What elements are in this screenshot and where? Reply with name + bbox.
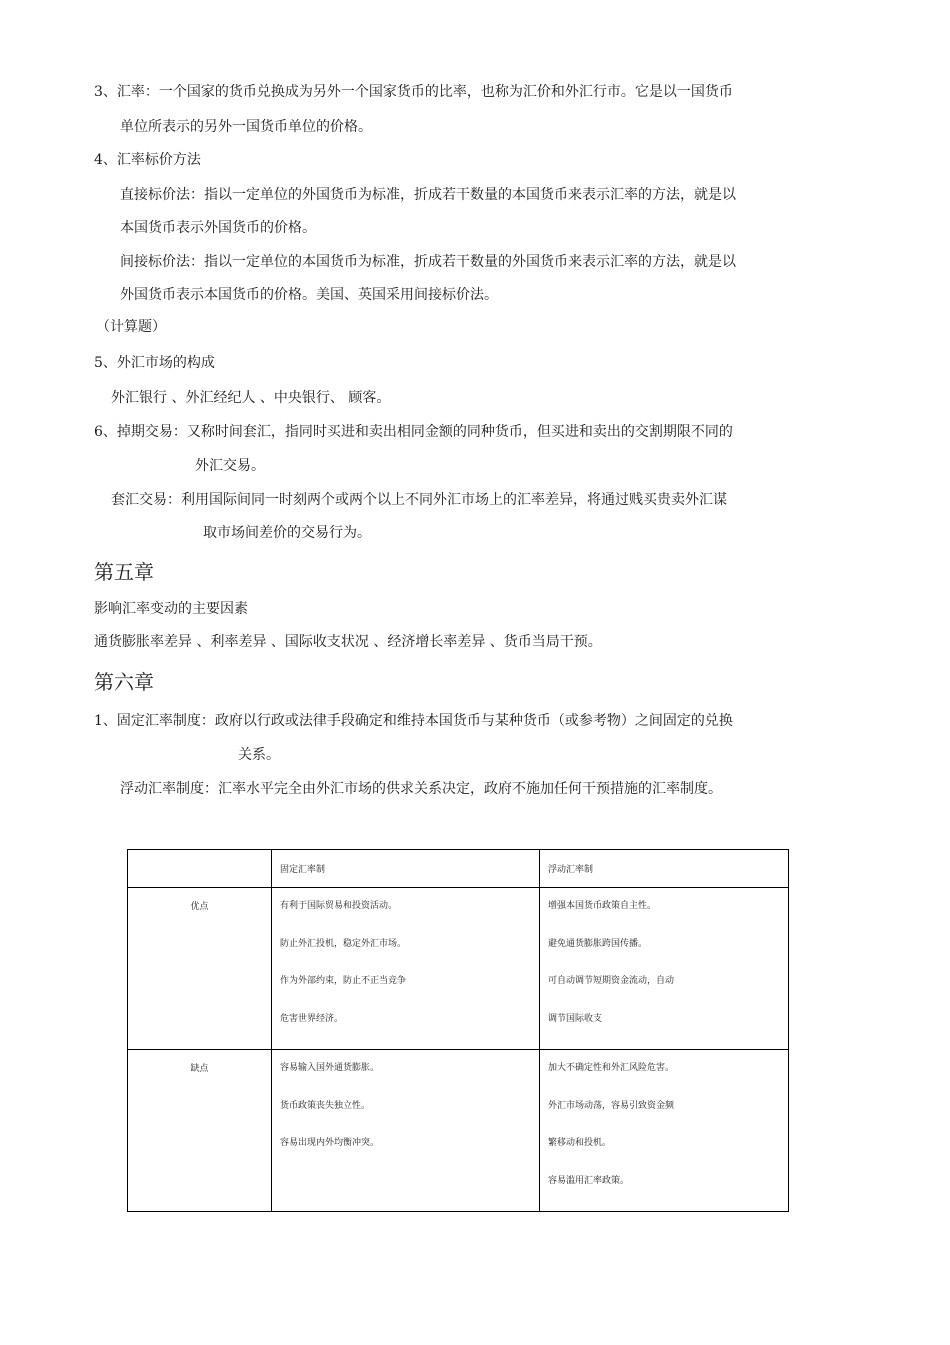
disadvantages-floating-item: 外汇市场动荡，容易引致资金频: [548, 1100, 675, 1111]
fx-market-participants: 外汇银行 、外汇经纪人 、中央银行、 顾客。: [111, 390, 391, 406]
header-floating-cell: 浮动汇率制: [540, 850, 789, 888]
disadvantages-floating-item: 容易滥用汇率政策。: [548, 1175, 630, 1186]
advantages-floating-item: 可自动调节短期资金流动，自动: [548, 976, 675, 986]
quotation-methods-heading: 4、汇率标价方法: [94, 152, 201, 168]
disadvantages-fixed-item: 货币政策丧失独立性。: [280, 1100, 371, 1111]
direct-quotation-line2: 本国货币表示外国货币的价格。: [120, 220, 316, 236]
arbitrage-definition-line1: 套汇交易：利用国际间同一时刻两个或两个以上不同外汇市场上的汇率差异，将通过贱买贵卖外汇谋: [111, 492, 727, 508]
disadvantages-fixed-item: 容易出现内外均衡冲突。: [280, 1138, 380, 1148]
advantages-floating-cell: [540, 888, 789, 1050]
header-fixed-cell: 固定汇率制: [272, 850, 540, 888]
chapter-six-heading: 第六章: [94, 670, 154, 694]
indirect-quotation-line1: 间接标价法：指以一定单位的本国货币为标准，折成若干数量的外国货币来表示汇率的方法，就是以: [120, 254, 736, 270]
disadvantages-label: 缺点: [128, 1050, 272, 1212]
disadvantages-floating-item: 加大不确定性和外汇风险危害。: [548, 1063, 675, 1073]
chapter-five-heading: 第五章: [94, 560, 154, 584]
indirect-quotation-line2: 外国货币表示本国货币的价格。美国、英国采用间接标价法。: [120, 287, 498, 303]
disadvantages-floating-item: 繁移动和投机。: [548, 1138, 612, 1148]
exchange-rate-definition-line2: 单位所表示的另外一国货币单位的价格。: [120, 119, 372, 135]
advantages-fixed-cell: [272, 888, 540, 1050]
disadvantages-floating-cell: [540, 1050, 789, 1212]
disadvantages-fixed-cell: [272, 1050, 540, 1212]
floating-regime-definition: 浮动汇率制度：汇率水平完全由外汇市场的供求关系决定，政府不施加任何干预措施的汇率制度。: [120, 781, 722, 797]
exchange-rate-definition-line1: 3、汇率：一个国家的货币兑换成为另外一个国家货币的比率，也称为汇价和外汇行市。它是以一国货币: [94, 84, 733, 100]
advantages-label: 优点: [128, 888, 272, 1050]
advantages-fixed-item: 防止外汇投机，稳定外汇市场。: [280, 938, 407, 949]
advantages-fixed-item: 危害世界经济。: [280, 1013, 344, 1024]
advantages-floating-item: 增强本国货币政策自主性。: [548, 901, 657, 911]
fx-market-structure-heading: 5、外汇市场的构成: [94, 355, 215, 371]
fixed-regime-definition-line2: 关系。: [238, 747, 280, 763]
table-header-row: [128, 850, 789, 888]
advantages-floating-item: 避免通货膨胀跨国传播。: [548, 938, 648, 949]
fixed-regime-definition-line1: 1、固定汇率制度：政府以行政或法律手段确定和维持本国货币与某种货币（或参考物）之间固定的兑换: [94, 713, 733, 729]
rate-factors-list: 通货膨胀率差异 、利率差异 、国际收支状况 、经济增长率差异 、货币当局干预。: [94, 634, 602, 650]
swap-definition-line2: 外汇交易。: [195, 458, 265, 474]
table-row-advantages: [128, 888, 789, 1050]
advantages-floating-item: 调节国际收支: [548, 1013, 603, 1024]
advantages-fixed-item: 作为外部约束，防止不正当竞争: [280, 976, 407, 986]
rate-factors-heading: 影响汇率变动的主要因素: [94, 601, 248, 617]
arbitrage-definition-line2: 取市场间差价的交易行为。: [203, 525, 371, 541]
direct-quotation-line1: 直接标价法：指以一定单位的外国货币为标准，折成若干数量的本国货币来表示汇率的方法，就是以: [120, 187, 736, 203]
table-row-disadvantages: [128, 1050, 789, 1212]
header-blank-cell: [128, 850, 272, 888]
disadvantages-fixed-item: 容易输入国外通货膨胀。: [280, 1063, 380, 1073]
swap-definition-line1: 6、掉期交易：又称时间套汇，指同时买进和卖出相同金额的同种货币，但买进和卖出的交割期限不同的: [94, 424, 733, 440]
advantages-fixed-item: 有利于国际贸易和投资活动。: [280, 901, 398, 911]
calculation-note: （计算题）: [96, 319, 166, 335]
regime-comparison-table: [127, 849, 789, 1212]
